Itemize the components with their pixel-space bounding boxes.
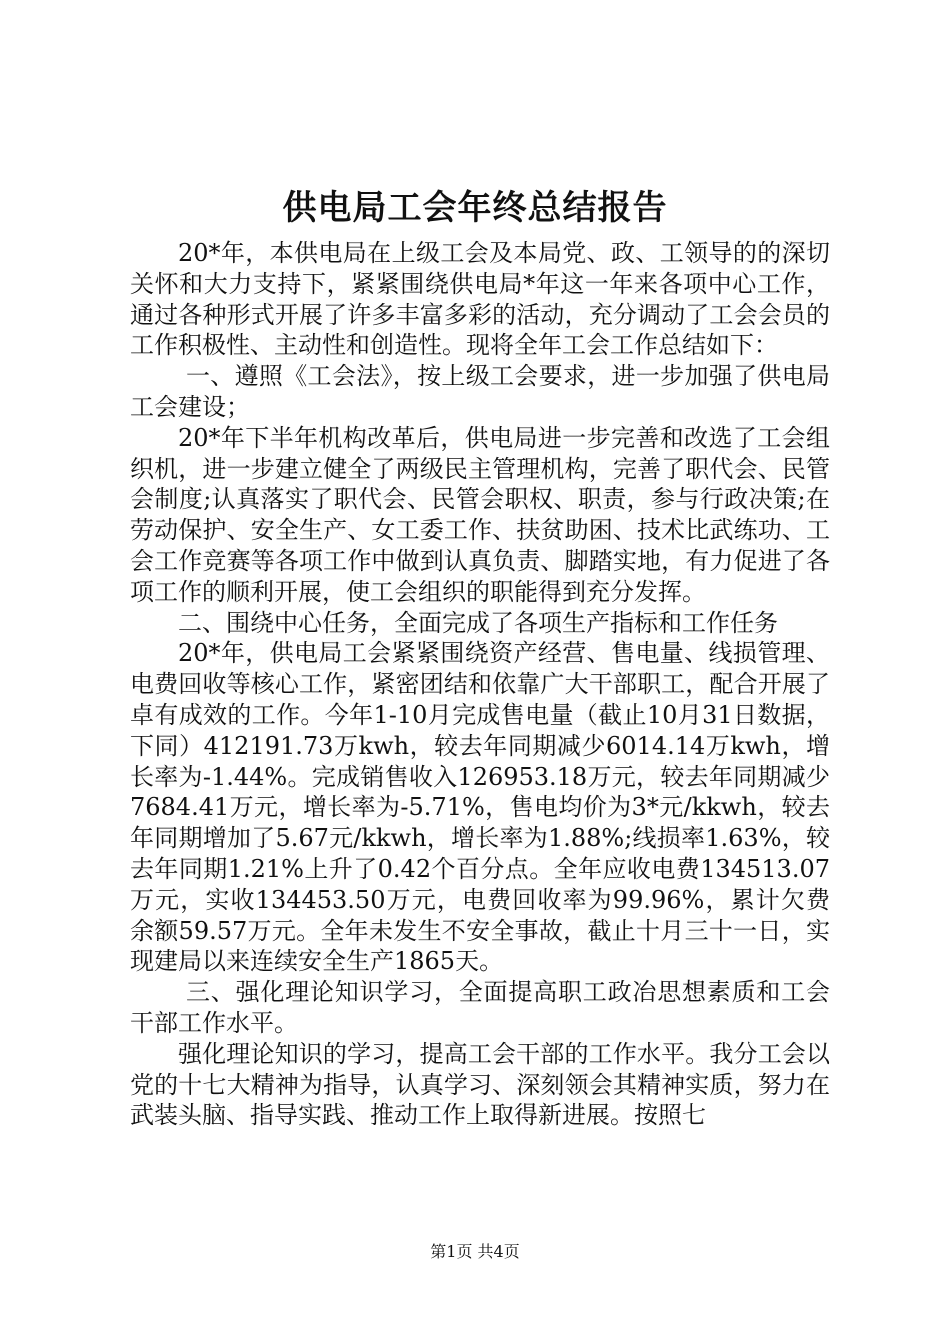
paragraph-section-2: 20*年，供电局工会紧紧围绕资产经营、售电量、线损管理、电费回收等核心工作，紧密团结和依靠广大干部职工，配合开展了卓有成效的工作。今年1-10月完成售电量（截止10月31日数据，下同）412191.73万kwh，较去年同期减少6014.14万kwh，增长率为-1.44%。完成销售收入126953.18万元，较去年同期减少7684.41万元，增长率为-5.71%，售电均价为3*元/kkwh，较去年同期增加了5.67元/kkwh，增长率为1.88%;线损率1.63%，较去年同期1.21%上升了0.42个百分点。全年应收电费134513.07万元，实收134453.50万元，电费回收率为99.96%，累计欠费余额59.57万元。全年未发生不安全事故，截止十月三十一日，实现建局以来连续安全生产1865天。 xyxy=(130,639,830,976)
document-body xyxy=(130,238,830,1131)
paragraph-section-3: 强化理论知识的学习，提高工会干部的工作水平。我分工会以党的十七大精神为指导，认真学习、深刻领会其精神实质，努力在武装头脑、指导实践、推动工作上取得新进展。按照七 xyxy=(130,1039,830,1130)
paragraph-section-1: 20*年下半年机构改革后，供电局进一步完善和改选了工会组织机，进一步建立健全了两级民主管理机构，完善了职代会、民管会制度;认真落实了职代会、民管会职权、职责，参与行政决策;在劳动保护、安全生产、女工委工作、扶贫助困、技术比武练功、工会工作竞赛等各项工作中做到认真负责、脚踏实地，有力促进了各项工作的顺利开展，使工会组织的职能得到充分发挥。 xyxy=(130,423,830,606)
paragraph-intro: 20*年，本供电局在上级工会及本局党、政、工领导的的深切关怀和大力支持下，紧紧围绕供电局*年这一年来各项中心工作，通过各种形式开展了许多丰富多彩的活动，充分调动了工会会员的工作积极性、主动性和创造性。现将全年工会工作总结如下： xyxy=(130,239,830,360)
page-footer: 第1页 共4页 xyxy=(430,1242,520,1261)
section-heading-3: 三、强化理论知识学习，全面提高职工政冶思想素质和工会干部工作水平。 xyxy=(130,978,830,1037)
section-heading-1: 一、遵照《工会法》，按上级工会要求，进一步加强了供电局工会建设； xyxy=(130,362,830,421)
section-heading-2: 二、围绕中心任务，全面完成了各项生产指标和工作任务 xyxy=(178,608,778,637)
document-title: 供电局工会年终总结报告 xyxy=(282,188,668,228)
